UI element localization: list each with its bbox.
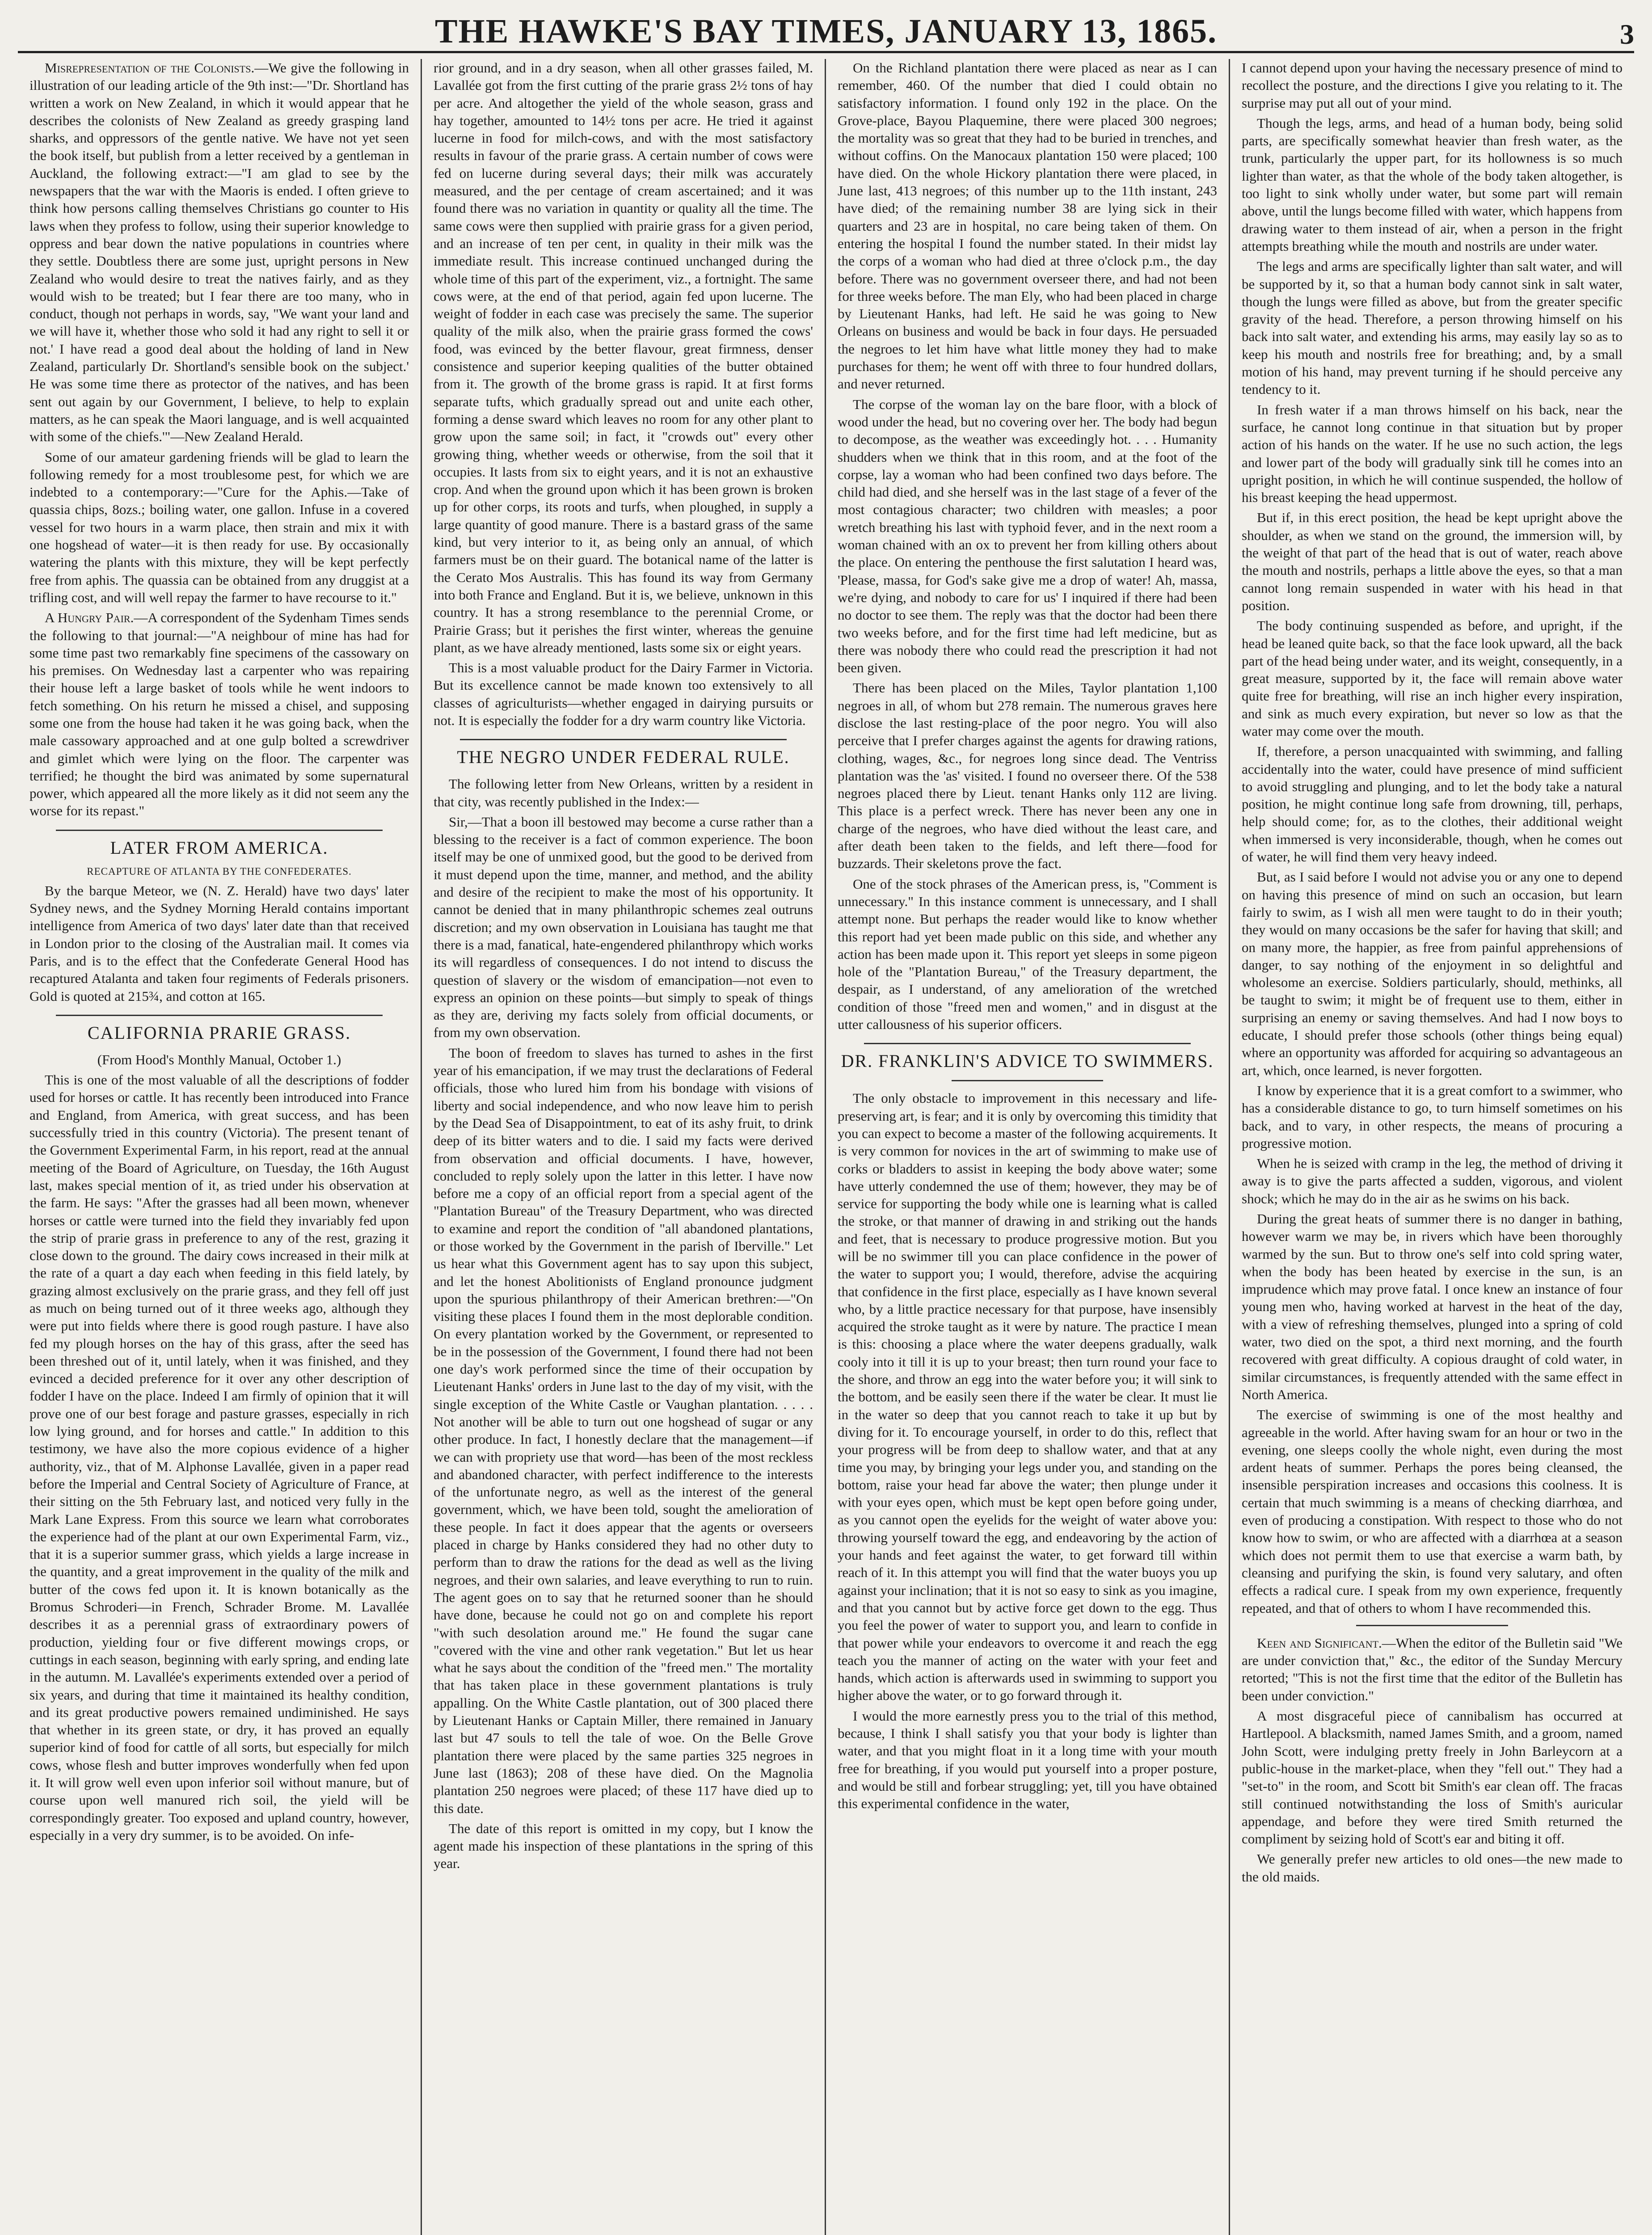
divider [460,739,786,740]
article-paragraph: I cannot depend upon your having the necessary presence of mind to recollect the posture, and the directions I give you relating to it. The surprise may put all out of your mind. [1242,60,1622,111]
article-paragraph: The boon of freedom to slaves has turned to ashes in the first year of his emancipation, if we may trust the declarations of Federal officials, those who lured him from his bondage with visions of liberty and social independence, and who now leave him to perish by the Dead Sea of Disappointment, to eat of its ashy fruit, to drink deep of its bitter waters and to die. I said my facts were derived from observation and official documents. I have, however, concluded to reply solely upon the latter in this letter. I have now before me a copy of an official report from a special agent of the "Plantation Bureau" of the Treasury Department, who was directed to examine and report the condition of "all abandoned plantations, or those worked by the Government in the parish of Iberville." Let us hear what this Government agent has to say upon this subject, and let the honest Abolitionists of England pronounce judgment upon the spurious philanthropy of their American brethren:—"On visiting these places I found them in the most deplorable condition. On every plantation worked by the Government, or represented to be in the possession of the Government, I found there had not been one day's work performed since the time of their occupation by Lieutenant Hanks' orders in June last to the day of my visit, with the single exception of the White Castle or Vaughan plantation. . . . . Not another will be able to turn out one hogshead of sugar or any other produce. In fact, I honestly declare that the management—if we can with propriety use that word—has been of the most reckless and abandoned character, with perfect indifference to the interests of the unfortunate negro, as well as the interest of the general government, which, we have been told, sought the amelioration of these people. In fact it does appear that the agents or overseers placed in charge by Hanks considered they had no other duty to perform than to draw the rations for the dead as well as the living negroes, and their own salaries, and leave everything to run to ruin. The agent goes on to say that he returned sooner than he should have done, because he could not go on and complete his report "with such desolation around me." He found the sugar cane "covered with the vine and other rank vegetation." But let us hear what he says about the condition of the "freed men." The mortality that has taken place in these government plantations is truly appalling. On the White Castle plantation, out of 300 placed there by Lieutenant Hanks or Captain Miller, there remained in January last but 47 souls to tell the tale of woe. On the Belle Grove plantation there were placed by the same parties 325 negroes in June last (1863); 208 of these have died. On the Magnolia plantation 250 negroes were placed; of these 117 have died up to this date. [434,1045,813,1816]
article-lead: Misrepresentation of the Colonists. [45,60,255,76]
article-paragraph: There has been placed on the Miles, Taylor plantation 1,100 negroes in all, of whom but 278 remain. The numerous graves here disclose the last resting-place of the poor negro. You will also perceive that I prefer charges against the agents for drawing rations, clothing, wages, &c., for negroes long since dead. The Ventriss plantation was the 'as' visited. I found no overseer there. Of the 538 negroes placed there by Lieut. tenant Hanks only 112 are living. This place is a perfect wreck. There has never been any one in charge of the negroes, who have died without the least care, and after death been taken to the fields, and left there—food for buzzards. Their skeletons prove the fact. [838,680,1217,872]
masthead [18,3,1634,53]
article-paragraph: If, therefore, a person unacquainted with swimming, and falling accidentally into the water, could have presence of mind sufficient to avoid struggling and plunging, and to let the body take a natural position, he might continue long safe from drowning, till, perhaps, help should come; for, as to the clothes, their additional weight when immersed is very inconsiderable, though, when he comes out of water, he will find them very heavy indeed. [1242,743,1622,865]
article-paragraph: The body continuing suspended as before, and upright, if the head be leaned quite back, so that the face look upward, all the back part of the head being under water, and its weight, consequently, in a great measure, supported by it, the face will remain above water quite free for breathing, will rise an inch higher every inspiration, and sink as much every expiration, but never so low as that the water may come over the mouth. [1242,618,1622,739]
article-lead: A Hungry Pair. [45,610,134,626]
article-intro: The following letter from New Orleans, written by a resident in that city, was recently published in the Index:— [434,776,813,810]
article-paragraph: During the great heats of summer there is no danger in bathing, however warm we may be, in rivers which have been thoroughly warmed by the sun. But to throw one's self into cold spring water, when the body has been heated by exercise in the sun, is an imprudence which may prove fatal. I once knew an instance of four young men who, having worked at harvest in the heat of the day, with a view of refreshing themselves, plunged into a spring of cold water, two died on the spot, a third next morning, and the fourth recovered with great difficulty. A copious draught of cold water, in similar circumstances, is frequently attended with the same effect in North America. [1242,1211,1622,1402]
divider [1356,1625,1509,1626]
heading-franklin-advice: DR. FRANKLIN'S ADVICE TO SWIMMERS. [841,1051,1214,1071]
article-paragraph: The legs and arms are specifically lighter than salt water, and will be supported by it, so that a human body cannot sink in salt water, though the lungs were filled as above, but from the greater specific gravity of the head. Therefore, a person throwing himself on his back into salt water, and extending his arms, may easily lay so as to keep his mouth and nostrils free for breathing; and, by a small motion of his hand, may prevent turning if he should perceive any tendency to it. [1242,258,1622,397]
article-paragraph: Sir,—That a boon ill bestowed may become a curse rather than a blessing to the receiver is a fact of common experience. The boon itself may be one of unmixed good, but the good to be derived from it must depend upon the time, manner, and method, and the ability and desire of the recipient to make the most of his opportunity. It cannot be denied that in many philanthropic schemes zeal outruns discretion; and my own observation in Louisiana has taught me that there is a mad, fanatical, hate-engendered philanthropy which works its will regardless of consequences. I do not intend to discuss the question of slavery or the wisdom of emancipation—not even to express an opinion on these points—but simply to speak of things as they are, deriving my facts solely from official documents, or from my own observation. [434,814,813,1041]
article-body: —We give the following in illustration of our leading article of the 9th inst:—"Dr. Shortland has written a work on New Zealand, in which it would appear that he describes the colonists of New Zealand as greedy grasping land sharks, and oppressors of the gentle native. We have not yet seen the book itself, but publish from a letter received by a gentleman in Auckland, the following extract:—"I am glad to see by the newspapers that the war with the Maoris is ended. I often grieve to think how persons calling themselves Christians go counter to His laws when they profess to follow, using their superior knowledge to oppress and bear down the native populations in countries where they settle. Doubtless there are some just, upright persons in New Zealand who would desire to treat the natives fairly, and as they would wish to be treated; but I fear there are too many, who in conduct, though not perhaps in words, say, "We want your land and we will have it, whether those who sold it had any right to sell it or not.' I have read a good deal about the holding of land in New Zealand, particularly Dr. Shortland's sensible book on the subject.' He was some time there as protector of the natives, and has been sent out again by our Government, I believe, to help to explain matters, as he can speak the Maori language, and is well acquainted with some of the chiefs.'"—New Zealand Herald. [30,60,409,445]
page-number: 3 [1620,18,1634,50]
page-title: THE HAWKE'S BAY TIMES, JANUARY 13, 1865. [434,13,1218,50]
heading-prairie-grass: CALIFORNIA PRARIE GRASS. [87,1022,351,1043]
article-paragraph: I know by experience that it is a great comfort to a swimmer, who has a considerable distance to go, to turn himself sometimes on his back, and to vary, in other respects, the means of procuring a progressive motion. [1242,1082,1622,1151]
divider [864,1043,1190,1044]
columns [18,59,1634,2235]
divider [56,1015,382,1016]
article-prairie-grass: This is one of the most valuable of all the descriptions of fodder used for horses or cattle. It has recently been introduced into France and England, from America, with great success, and has been successfully tried in this country (Victoria). The present tenant of the Government Experimental Farm, in his report, read at the annual meeting of the Board of Agriculture, on Tuesday, the 16th August last, makes special mention of it, as tried under his observation at the farm. He says: "After the grasses had all been mown, whenever horses or cattle were turned into the field they invariably fed upon the strip of prarie grass in preference to any of the rest, grazing it close down to the ground. The dairy cows increased in their milk at the rate of a quart a day each when feeding in this field lately, by grazing almost exclusively on the prarie grass, and they fell off just as much on being turned out of it three weeks ago, although they were put into fields where there is good rough pasture. I have also fed my plough horses on the hay of this grass, after the seed has been threshed out of it, until lately, when it was finished, and they evinced a decided preference for it over any other description of fodder I have on the place. Indeed I am firmly of opinion that it will prove one of our best forage and pasture grasses, especially in rich low lying ground, and for horses and cattle." In addition to this testimony, we have also the more copious evidence of a higher authority, viz., that of M. Alphonse Lavallée, given in a paper read before the Imperial and Central Society of Agriculture of France, at their sitting on the 5th February last, and noticed very fully in the Mark Lane Express. From this source we learn what corroborates the experience had of the plant at our own Experimental Farm, viz., that it is a superior summer grass, which yields a large increase in the quantity, and a great improvement in the quality of the milk and butter of the cows fed upon it. It is known botanically as the Bromus Schroderi—in French, Schrader Brome. M. Lavallée describes it as a perennial grass of extraordinary powers of production, yielding four or five different mowings crops, or cuttings in each season, beginning with early spring, and ending late in the autumn. M. Lavallée's experiments extended over a period of six years, and during that time it maintained its healthy condition, and its great productive powers remained undiminished. He says that whether in its green state, or dry, it has proved an equally superior kind of food for cattle of all sorts, but especially for milch cows, whose flesh and butter improves wonderfully when fed upon it. It will grow well even upon inferior soil without manure, but of course upon well manured rich soil, the yield will be correspondingly greater. Too exposed and upland country, however, especially in a very dry summer, is to be avoided. On infe- [30,1072,409,1843]
heading-later-from-america: LATER FROM AMERICA. [110,837,329,858]
article-paragraph: On the Richland plantation there were placed as near as I can remember, 460. Of the number that died I could obtain no satisfactory information. I found only 192 in the place. On the Grove-place, Bayou Plaquemine, there were placed 300 negroes; the mortality was so great that they had to be buried in trenches, and without coffins. On the Manocaux plantation 150 were placed; 100 have died. On the whole Hickory plantation there were placed, in June last, 413 negroes; of this number up to the 11th instant, 243 have died; of the remaining number 38 are lying sick in their quarters and 23 are in hospital, no care being taken of them. On entering the hospital I found the number stated. In their midst lay the corps of a woman who had died at three o'clock p.m., the day before. There was no government overseer there, and had not been for three weeks before. The man Ely, who had been placed in charge by Lieutenant Hanks, had left. He said he was going to New Orleans on business and would be back in four days. He persuaded the negroes to let him have what little money they had to make purchases for them; he went off with three to four hundred dollars, and never returned. [838,60,1217,392]
column-2 [422,59,826,2235]
article-paragraph: The corpse of the woman lay on the bare floor, with a block of wood under the head, but no covering over her. The body had begun to decompose, as the weather was exceedingly hot. . . . Humanity shudders when we think that in this room, and at the foot of the corpse, lay a woman who had been confined two days before. The child had died, and she herself was in the last stage of a fever of the most contagious character; two children with measles; a poor wretch breathing his last with typhoid fever, and in the next room a woman chained with an ox to prevent her from killing others about the place. On entering the penthouse the first salutation I heard was, 'Please, massa, for God's sake give me a drop of water! Ah, massa, we're dying, and nobody to care for us' I inquired if there had been no doctor to see them. The reply was that the doctor had been there two weeks before, and for the first time had left medicine, but as there was nobody there who could read the prescription it had not been given. [838,396,1217,676]
column-3 [826,59,1230,2235]
article-paragraph: When he is seized with cramp in the leg, the method of driving it away is to give the parts affected a sudden, vigorous, and violent shock; which he may do in the air as he swims on his back. [1242,1155,1622,1206]
article-cannibalism: A most disgraceful piece of cannibalism has occurred at Hartlepool. A blacksmith, named James Smith, and a groom, named John Scott, were indulging pretty freely in John Barleycorn at a public-house in the market-place, when they "fell out." They had a "set-to" in the room, and Scott bit Smith's ear clean off. The fracas still continued notwithstanding the loss of Smith's auricular appendage, and before they were tired Smith returned the compliment by seizing hold of Scott's ear and biting it off. [1242,1708,1622,1847]
article-body: —A correspondent of the Sydenham Times sends the following to that journal:—"A neighbour of mine has had for some time past two remarkably fine specimens of the cassowary on his premises. On Wednesday last a carpenter who was repairing their house left a large basket of tools while he went indoors to fetch something. On his return he missed a chisel, and supposing some one from the house had taken it he was going back, when the male cassowary approached and at one gulp bolted a screwdriver and gimlet which were lying on the floor. The carpenter was terrified; he thought the bird was animated by some supernatural power, which appeared all the more likely as it did not seem any the worse for its repast." [30,610,409,819]
article-source: (From Hood's Monthly Manual, October 1.) [97,1051,341,1067]
article-misrepresentation [30,59,409,446]
subheading-atlanta: RECAPTURE OF ATLANTA BY THE CONFEDERATES. [87,865,352,877]
article-aphis: Some of our amateur gardening friends will be glad to learn the following remedy for a most troublesome pest, for which we are indebted to a contemporary:—"Cure for the Aphis.—Take of quassia chips, 8ozs.; boiling water, one gallon. Infuse in a covered vessel for two hours in a warm place, then strain and mix it with one hogshead of water—it is then ready for use. By occasionally watering the plants with this mixture, they will be kept perfectly free from aphis. The quassia can be obtained from any druggist at a trifling cost, and will well repay the farmer to have recourse to it." [30,449,409,605]
article-paragraph: But, as I said before I would not advise you or any one to depend on having this presence of mind on such an occasion, but learn fairly to swim, as I wish all men were taught to do in their youth; they would on many occasions be the safer for having that skill; and on many more, the happier, as free from painful apprehensions of danger, to say nothing of the enjoyment in so delightful and wholesome an exercise. Soldiers particularly, should, methinks, all be taught to swim; it might be of frequent use to them, either in surprising an enemy or saving themselves. And had I now boys to educate, I should prefer those schools (other things being equal) where an opportunity was afforded for acquiring so advantageous an art, which, once learned, is never forgotten. [1242,869,1622,1078]
article-paragraph: One of the stock phrases of the American press, is, "Comment is unnecessary." In this instance comment is unnecessary, and I shall attempt none. But perhaps the reader would like to know whether this report had yet been made public on this side, and whether any action has been made upon it. This report yet sleeps in some pigeon hole of the "Plantation Bureau," of the Treasury department, the despair, as I understand, of any amelioration of the wretched condition of those "freed men and women," and in disgust at the utter callousness of his superior officers. [838,876,1217,1033]
column-4 [1230,59,1634,2235]
heading-negro-federal-rule: THE NEGRO UNDER FEDERAL RULE. [457,747,790,767]
divider [952,1080,1104,1081]
article-new-articles: We generally prefer new articles to old ones—the new made to the old maids. [1242,1851,1622,1885]
article-paragraph: The date of this report is omitted in my copy, but I know the agent made his inspection of these plantations in the spring of this year. [434,1820,813,1872]
article-paragraph: But if, in this erect position, the head be kept upright above the shoulder, as when we stand on the ground, the immersion will, by the weight of that part of the head that is out of water, reach above the mouth and nostrils, perhaps a little above the eyes, so that a man cannot long remain suspended in water with his head in that position. [1242,510,1622,613]
article-lead: Keen and Significant. [1257,1635,1382,1651]
article-paragraph: The exercise of swimming is one of the most healthy and agreeable in the world. After having swam for an hour or two in the evening, one sleeps coolly the whole night, even during the most ardent heats of summer. Perhaps the pores being cleansed, the insensible perspiration increases and occasions this coolness. It is certain that much swimming is a means of checking diarrhœa, and even of producing a constipation. With respect to those who do not know how to swim, or who are affected with a diarrhœa at a season which does not permit them to use that exercise a warm bath, by cleansing and purifying the skin, is found very salutary, and often effects a radical cure. I speak from my own experience, frequently repeated, and that of others to whom I have recommended this. [1242,1407,1622,1616]
article-paragraph: The only obstacle to improvement in this necessary and life-preserving art, is fear; and it is only by overcoming this timidity that you can expect to become a master of the following acquirements. It is very common for novices in the art of swimming to make use of corks or bladders to assist in keeping the body above water; some have utterly condemned the use of them; however, they may be of service for supporting the body while one is learning what is called the stroke, or that manner of drawing in and striking out the hands and feet, that is necessary to produce progressive motion. But you will be no swimmer till you can place confidence in the power of the water to support you; I would, therefore, advise the acquiring that confidence in the first place, especially as I have known several who, by a little practice necessary for that purpose, have insensibly acquired the stroke taught as it were by nature. The practice I mean is this: choosing a place where the water deepens gradually, walk cooly into it till it is up to your breast; then turn round your face to the shore, and throw an egg into the water before you; it will sink to the bottom, and be easily seen there if the water be clear. It must lie in the water so deep that you cannot reach to take it up but by diving for it. To encourage yourself, in order to do this, reflect that your progress will be from deep to shallow water, and that at any time you may, by bringing your legs under you, and standing on the bottom, raise your head far above the water; then plunge under it with your eyes open, which must be kept open before going under, as you cannot open the eyelids for the weight of water above you: throwing yourself toward the egg, and endeavoring by the action of your hands and feet against the water, to get forward till within reach of it. In this attempt you will find that the water buoys you up against your inclination; that it is not so easy to sink as you imagine, and that you cannot but by active force get down to the egg. Thus you feel the power of water to support you, and learn to confide in that power while your endeavors to overcome it and reach the egg teach you the manner of acting on the water with your feet and hands, which action is afterwards used in swimming to support you higher above the water, or to go forward through it. [838,1090,1217,1704]
article-body: —When the editor of the Bulletin said "We are under conviction that," &c., the editor of the Sunday Mercury retorted; "This is not the first time that the editor of the Bulletin has been under conviction." [1242,1635,1622,1704]
article-prairie-grass-end: This is a most valuable product for the Dairy Farmer in Victoria. But its excellence cannot be made known too extensively to all classes of agriculturists—whether engaged in dairying pursuits or not. It is especially the fodder for a dry warm country like Victoria. [434,660,813,728]
article-paragraph: In fresh water if a man throws himself on his back, near the surface, he cannot long continue in that situation but by proper action of his hands on the water. If he use no such action, the legs and lower part of the body will gradually sink till he comes into an upright position, in which he will continue suspended, the hollow of his breast keeping the head uppermost. [1242,401,1622,506]
article-paragraph: I would the more earnestly press you to the trial of this method, because, I think I shall satisfy you that your body is lighter than water, and that you might float in it a long time with your mouth free for breathing, if you would put yourself into a proper posture, and would be still and forbear struggling; yet, till you have obtained this experimental confidence in the water, [838,1708,1217,1812]
article-keen-significant [1242,1634,1622,1704]
article-paragraph: Though the legs, arms, and head of a human body, being solid parts, are specifically somewhat heavier than fresh water, as the trunk, particularly the upper part, for its hollowness is so much lighter than water, as that the whole of the body taken altogether, is too light to sink wholly under water, but some part will remain above, until the lungs become filled with water, which happens from drawing water to them instead of air, when a person in the fright attempts breathing while the mouth and nostrils are under water. [1242,115,1622,254]
column-1 [18,59,422,2235]
article-prairie-grass-cont: rior ground, and in a dry season, when all other grasses failed, M. Lavallée got from the first cutting of the prarie grass 2½ tons of hay per acre. And altogether the yield of the whole season, grass and hay together, amounted to 14½ tons per acre. He tried it against lucerne in food for milch-cows, and with the most satisfactory results in favour of the prarie grass. A certain number of cows were fed on lucerne during several days; their milk was accurately measured, and the per centage of cream ascertained; and it was found there was no variation in quantity or quality all the time. The same cows were then supplied with prairie grass for a given period, and an increase of ten per cent, in quality in their milk was the immediate result. This increase continued unchanged during the whole time of this part of the experiment, viz., a fortnight. The same cows were, at the end of that period, again fed upon lucerne. The weight of fodder in each case was precisely the same. The superior quality of the milk also, when the prairie grass formed the cows' food, was evinced by the better flavour, great firmness, denser consistence and superior keeping qualities of the butter obtained from it. The growth of the brome grass is rapid. It at first forms separate tufts, which gradually spread out and unite each other, forming a dense sward which leaves no room for any other plant to grow upon the same soil; in fact, it "crowds out" every other growing thing, whether weeds or otherwise, from the soil that it occupies. It lasts from six to eight years, and it is not an exhaustive crop. And when the ground upon which it has been grown is broken up for other corps, its roots and turfs, when ploughed, in supply a large quantity of good manure. There is a bastard grass of the same kind, but very interior to it, as being only an annual, of which farmers must be on their guard. The botanical name of the latter is the Cerato Mos Australis. This has found its way from Germany into both France and England. But it is, we believe, unknown in this country. It has a strong resemblance to the perennial Crome, or Prairie Grass; but it perishes the first winter, whereas the genuine plant, as we have already mentioned, lasts some six or eight years. [434,60,813,655]
divider [56,830,382,831]
article-later-from-america: By the barque Meteor, we (N. Z. Herald) have two days' later Sydney news, and the Sydney Morning Herald contains important intelligence from America of two days' later date than that received in London prior to the closing of the Australian mail. It comes via Paris, and is to the effect that the Confederate General Hood has recaptured Atalanta and taken four regiments of Federals prisoners. Gold is quoted at 215¾, and cotton at 165. [30,882,409,1004]
article-hungry-pair [30,609,409,820]
